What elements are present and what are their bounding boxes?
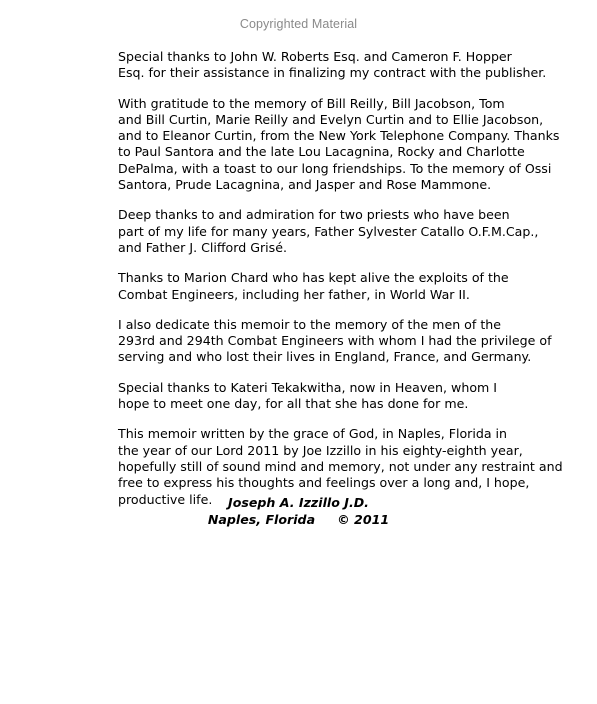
text-line: and to Eleanor Curtin, from the New York Telephone Company. Thanks xyxy=(118,128,560,144)
text-line: Esq. for their assistance in finalizing my contract with the publisher. xyxy=(118,65,547,81)
text-line: and Bill Curtin, Marie Reilly and Evelyn Curtin and to Ellie Jacobson, xyxy=(118,111,544,127)
text-line: serving and who lost their lives in England, France, and Germany. xyxy=(118,349,532,365)
text-line: hopefully still of sound mind and memory, not under any restraint and xyxy=(118,458,563,474)
text-line: 293rd and 294th Combat Engineers with whom I had the privilege of xyxy=(118,333,552,349)
place-name: Naples, Florida xyxy=(207,511,316,527)
paragraph-kateri xyxy=(82,380,522,413)
text-line: Combat Engineers, including her father, in World War II. xyxy=(118,286,470,302)
text-line: With gratitude to the memory of Bill Reilly, Bill Jacobson, Tom xyxy=(118,95,505,111)
text-line: I also dedicate this memoir to the memory of the men of the xyxy=(118,316,501,332)
author-name: Joseph A. Izzillo J.D. xyxy=(228,495,369,510)
text-line: free to express his thoughts and feelings over a long and, I hope, xyxy=(118,475,530,491)
copyright-watermark: Copyrighted Material xyxy=(239,17,358,31)
text-line: DePalma, with a toast to our long friendships. To the memory of Ossi xyxy=(118,160,552,176)
paragraph-legal-thanks xyxy=(82,49,547,82)
text-line: part of my life for many years, Father Sylvester Catallo O.F.M.Cap., xyxy=(118,223,539,239)
paragraph-memory-friends xyxy=(82,95,560,194)
text-line: Special thanks to John W. Roberts Esq. and Cameron F. Hopper xyxy=(118,49,512,64)
text-line: hope to meet one day, for all that she has done for me. xyxy=(118,396,469,412)
text-line: productive life. xyxy=(118,491,213,507)
text-line: Santora, Prude Lacagnina, and Jasper and Rose Mammone. xyxy=(118,177,492,193)
text-line: Deep thanks to and admiration for two priests who have been xyxy=(118,207,510,223)
place-and-date xyxy=(0,512,597,529)
signature-block xyxy=(0,495,597,528)
copyright-year: © 2011 xyxy=(337,511,390,527)
text-line: to Paul Santora and the late Lou Lacagnina, Rocky and Charlotte xyxy=(118,144,525,160)
text-line: and Father J. Clifford Grisé. xyxy=(118,239,287,255)
acknowledgments-body xyxy=(82,49,563,522)
text-line: the year of our Lord 2011 by Joe Izzillo in his eighty-eighth year, xyxy=(118,442,523,458)
paragraph-combat-engineers xyxy=(82,316,552,366)
paragraph-marion-chard xyxy=(82,270,522,303)
text-line: This memoir written by the grace of God, in Naples, Florida in xyxy=(118,426,508,442)
paragraph-priests xyxy=(82,207,539,256)
text-line: Thanks to Marion Chard who has kept alive the exploits of the xyxy=(118,270,509,286)
text-line: Special thanks to Kateri Tekakwitha, now in Heaven, whom I xyxy=(118,379,498,395)
